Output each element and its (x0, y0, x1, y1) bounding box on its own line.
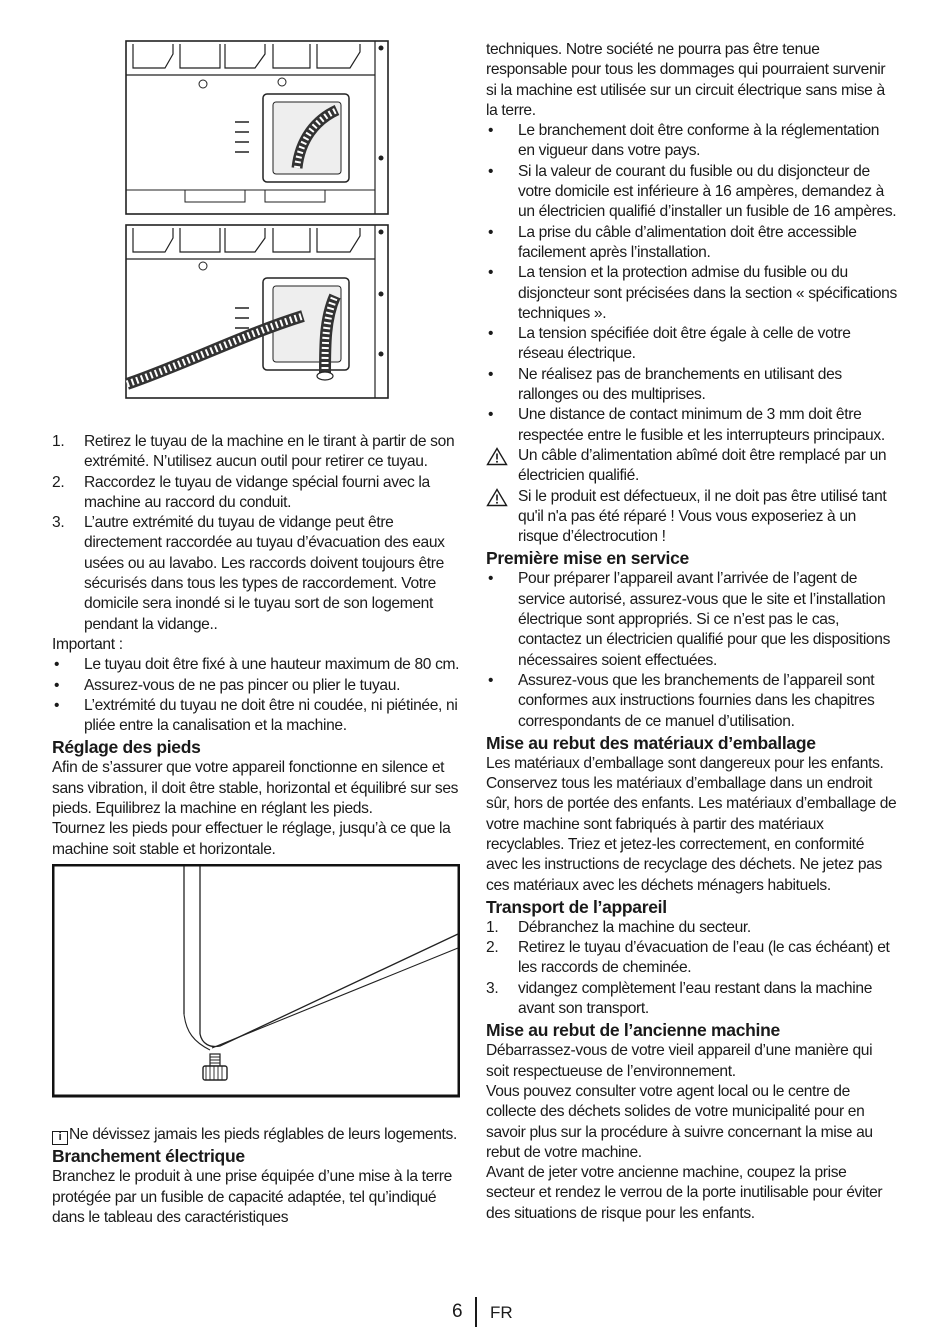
list-item (486, 365, 898, 406)
step-text: L’autre extrémité du tuyau de vidange peut être directement raccordée au tuyau d’évacuation des eaux usées ou au lavabo. Les raccords doivent toujours être sécurisés dans tous les types de raccordement. Votre domicile sera inondé si le tuyau sort de son logement pendant la vidange.. (84, 514, 445, 633)
step-number: 2. (52, 473, 65, 491)
bullet-icon: • (488, 122, 494, 140)
important-label: Important : (52, 635, 123, 653)
first-use-bullets (486, 569, 898, 731)
list-item (486, 979, 898, 1020)
bullet-icon: • (488, 325, 494, 343)
footer-divider (475, 1297, 477, 1327)
step-number: 1. (486, 918, 499, 936)
step-text: Retirez le tuyau de la machine en le tirant à partir de son extrémité. N’utilisez aucun outil pour retirer ce tuyau. (84, 433, 455, 471)
bullet-text: Si la valeur de courant du fusible ou du disjoncteur de votre domicile est inférieure à 16 ampères, demandez à un électricien qualifié d’installer un fusible de 16 ampères. (518, 162, 897, 221)
step-text: Retirez le tuyau d’évacuation de l’eau (le cas échéant) et les raccords de cheminée. (518, 939, 890, 977)
adjustable-foot-illustration (52, 864, 460, 1098)
drain-hose-illustration-2 (125, 224, 389, 400)
feet-heading: Réglage des pieds (52, 737, 201, 758)
left-column (52, 40, 464, 1228)
feet-note (52, 1125, 464, 1145)
list-item (486, 121, 898, 162)
page-number: 6 (452, 1301, 463, 1322)
feet-paragraph-1: Afin de s’assurer que votre appareil fonctionne en silence et sans vibration, il doit être stable, horizontal et équilibré sur ses pieds. Equilibrez la machine en réglant les pieds. (52, 759, 459, 818)
bullet-text: L’extrémité du tuyau ne doit être ni coudée, ni piétinée, ni pliée entre la canalisation et la machine. (84, 696, 458, 735)
warning-item (486, 446, 898, 487)
info-icon: i (52, 1131, 68, 1145)
bullet-icon: • (54, 676, 60, 694)
electrical-paragraph-continued: techniques. Notre société ne pourra pas être tenue responsable pour tous les dommages qui pourraient survenir si la machine est utilisée sur un circuit électrique sans mise à la terre. (486, 41, 886, 119)
step-number: 1. (52, 433, 65, 450)
first-use-heading: Première mise en service (486, 548, 689, 569)
bullet-text: La tension et la protection admise du fusible ou du disjoncteur sont précisées dans la section « spécifications techniques ». (518, 264, 897, 322)
warning-text: Si le produit est défectueux, il ne doit pas être utilisé tant qu'il n'a pas été réparé ! Vous vous exposeriez à un risque d’électrocution ! (518, 487, 887, 546)
bullet-icon: • (488, 223, 494, 241)
hose-steps-list (52, 432, 464, 635)
bullet-text: Assurez-vous de ne pas pincer ou plier le tuyau. (84, 676, 401, 694)
electrical-paragraph: Branchez le produit à une prise équipée d’une mise à la terre protégée par un fusible de capacité adaptée, tel qu’indiqué dans le tableau des caractéristiques (52, 1168, 452, 1226)
warning-item (486, 487, 898, 548)
bullet-icon: • (54, 656, 60, 674)
step-number: 3. (52, 514, 65, 532)
list-item (52, 655, 464, 675)
list-item (486, 671, 898, 732)
warning-text: Un câble d’alimentation abîmé doit être remplacé par un électricien qualifié. (518, 446, 887, 485)
list-item (52, 513, 464, 635)
bullet-text: Ne réalisez pas de branchements en utilisant des rallonges ou des multiprises. (518, 365, 842, 404)
warning-icon (486, 488, 508, 507)
electrical-bullets (486, 121, 898, 446)
list-item (52, 473, 464, 514)
old-machine-paragraph-2: Vous pouvez consulter votre agent local ou le centre de collecte des déchets solides de votre municipalité pour en savoir plus sur la procédure à suivre concernant la mise au rebut de votre machine. (486, 1082, 873, 1161)
step-number: 3. (486, 979, 499, 997)
bullet-icon: • (488, 570, 494, 588)
packaging-paragraph: Les matériaux d’emballage sont dangereux pour les enfants. Conservez tous les matériaux d’emballage dans un endroit sûr, hors de portée des enfants. Les matériaux d’emballage de votre machine sont fabriqués à partir des matériaux recyclables. Triez et jetez-les correctement, en conformité avec les instructions de recyclage des déchets. Ne jetez pas ces matériaux avec les déchets ménagers habituels. (486, 754, 897, 894)
step-text: Raccordez le tuyau de vidange spécial fourni avec la machine au raccord du conduit. (84, 473, 430, 511)
bullet-text: Pour préparer l’appareil avant l’arrivée de l’agent de service autorisé, assurez-vous que le site et l’installation électrique sont appropriés. Si ce n’est pas le cas, contactez un électricien qualifié pour que les dispositions nécessaires soient effectuées. (518, 570, 891, 669)
bullet-text: La prise du câble d’alimentation doit être accessible facilement après l’installation. (518, 223, 857, 261)
bullet-text: La tension spécifiée doit être égale à celle de votre réseau électrique. (518, 325, 851, 363)
list-item (486, 162, 898, 223)
bullet-text: Le tuyau doit être fixé à une hauteur maximum de 80 cm. (84, 656, 460, 674)
list-item (486, 938, 898, 979)
list-item (52, 696, 464, 737)
right-column (486, 40, 898, 1224)
bullet-icon: • (488, 162, 494, 180)
important-bullets (52, 655, 464, 736)
bullet-icon: • (488, 365, 494, 383)
packaging-heading: Mise au rebut des matériaux d’emballage (486, 732, 816, 753)
bullet-icon: • (488, 671, 494, 689)
list-item (52, 676, 464, 696)
drain-hose-illustration-1 (125, 40, 389, 216)
feet-paragraph-2: Tournez les pieds pour effectuer le réglage, jusqu’à ce que la machine soit stable et horizontale. (52, 820, 451, 858)
bullet-icon: • (488, 406, 494, 424)
list-item (486, 405, 898, 446)
step-text: vidangez complètement l’eau restant dans la machine avant son transport. (518, 979, 873, 1018)
feet-note-text: Ne dévissez jamais les pieds réglables de leurs logements. (69, 1125, 457, 1143)
transport-steps (486, 918, 898, 1019)
electrical-heading: Branchement électrique (52, 1146, 245, 1167)
step-number: 2. (486, 939, 499, 957)
list-item (486, 918, 898, 938)
old-machine-heading: Mise au rebut de l’ancienne machine (486, 1020, 780, 1041)
list-item (486, 324, 898, 365)
list-item (486, 263, 898, 324)
transport-heading: Transport de l’appareil (486, 896, 667, 917)
list-item (52, 432, 464, 473)
bullet-text: Une distance de contact minimum de 3 mm doit être respectée entre le fusible et les interrupteurs principaux. (518, 406, 885, 444)
old-machine-paragraph-3: Avant de jeter votre ancienne machine, coupez la prise secteur et rendez le verrou de la porte inutilisable pour éviter des situations de risque pour les enfants. (486, 1164, 883, 1222)
old-machine-paragraph-1: Débarrassez-vous de votre vieil appareil d’une manière qui soit respectueuse de l’environnement. (486, 1042, 873, 1080)
bullet-icon: • (54, 696, 60, 714)
bullet-text: Le branchement doit être conforme à la réglementation en vigueur dans votre pays. (518, 122, 880, 160)
list-item (486, 223, 898, 264)
warning-icon (486, 447, 508, 466)
bullet-text: Assurez-vous que les branchements de l’appareil sont conformes aux instructions fournies dans les chapitres correspondants de ce manuel d’utilisation. (518, 671, 875, 730)
bullet-icon: • (488, 264, 494, 282)
language-code: FR (490, 1303, 513, 1322)
list-item (486, 569, 898, 670)
step-text: Débranchez la machine du secteur. (518, 918, 751, 936)
